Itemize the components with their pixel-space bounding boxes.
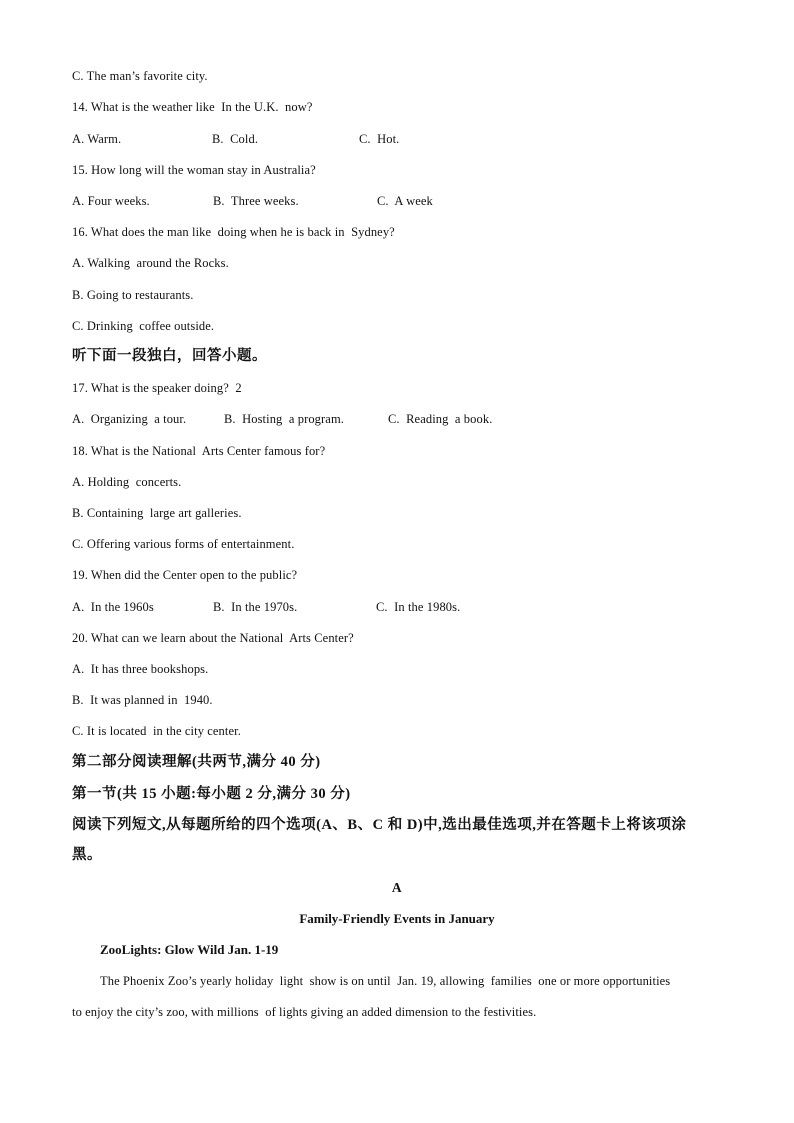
q14-options [72, 131, 772, 147]
q19-option-b: B. In the 1970s. [213, 600, 298, 614]
q17-option-b: B. Hosting a program. [224, 412, 344, 426]
q19-option-a: A. In the 1960s [72, 600, 154, 614]
q14-option-c: C. Hot. [359, 132, 400, 146]
question-17: 17. What is the speaker doing? 2 [72, 381, 242, 395]
q18-option-b: B. Containing large art galleries. [72, 506, 242, 520]
reading-instructions: 阅读下列短文,从每题所给的四个选项(A、B、C 和 D)中,选出最佳选项,并在答题卡上将该项涂 [72, 817, 687, 833]
q19-option-c: C. In the 1980s. [376, 600, 461, 614]
q15-option-a: A. Four weeks. [72, 194, 150, 208]
q20-option-c: C. It is located in the city center. [72, 724, 241, 738]
passage-letter: A [391, 880, 403, 895]
q14-option-a: A. Warm. [72, 132, 122, 146]
reading-instructions-cont: 黑。 [72, 847, 102, 863]
section-one-heading: 第一节(共 15 小题:每小题 2 分,满分 30 分) [72, 786, 351, 802]
q13-option-c: C. The man’s favorite city. [72, 69, 208, 83]
q14-option-b: B. Cold. [212, 132, 259, 146]
question-19: 19. When did the Center open to the public? [72, 568, 298, 582]
question-20: 20. What can we learn about the National Arts Center? [72, 631, 354, 645]
passage-paragraph-line-1: The Phoenix Zoo’s yearly holiday light show is on until Jan. 19, allowing families one or more opportunities [100, 974, 671, 988]
q16-option-c: C. Drinking coffee outside. [72, 319, 215, 333]
passage-title: Family-Friendly Events in January [299, 911, 495, 926]
q17-option-c: C. Reading a book. [388, 412, 493, 426]
passage-paragraph-line-2: to enjoy the city’s zoo, with millions of lights giving an added dimension to the festivities. [72, 1005, 537, 1019]
q17-options [72, 411, 772, 427]
event-title: ZooLights: Glow Wild Jan. 1-19 [100, 942, 279, 957]
question-16: 16. What does the man like doing when he is back in Sydney? [72, 225, 395, 239]
part-two-heading: 第二部分阅读理解(共两节,满分 40 分) [72, 754, 321, 770]
question-14: 14. What is the weather like In the U.K. now? [72, 100, 313, 114]
q20-option-a: A. It has three bookshops. [72, 662, 209, 676]
q15-options [72, 193, 772, 209]
q15-option-c: C. A week [377, 194, 433, 208]
q18-option-a: A. Holding concerts. [72, 475, 182, 489]
q17-option-a: A. Organizing a tour. [72, 412, 187, 426]
q19-options [72, 599, 772, 615]
q16-option-b: B. Going to restaurants. [72, 288, 194, 302]
q16-option-a: A. Walking around the Rocks. [72, 256, 229, 270]
q20-option-b: B. It was planned in 1940. [72, 693, 213, 707]
q18-option-c: C. Offering various forms of entertainment. [72, 537, 295, 551]
question-15: 15. How long will the woman stay in Australia? [72, 163, 316, 177]
question-18: 18. What is the National Arts Center famous for? [72, 444, 326, 458]
section-heading-monologue: 听下面一段独白，回答小题。 [72, 348, 267, 364]
q15-option-b: B. Three weeks. [213, 194, 299, 208]
